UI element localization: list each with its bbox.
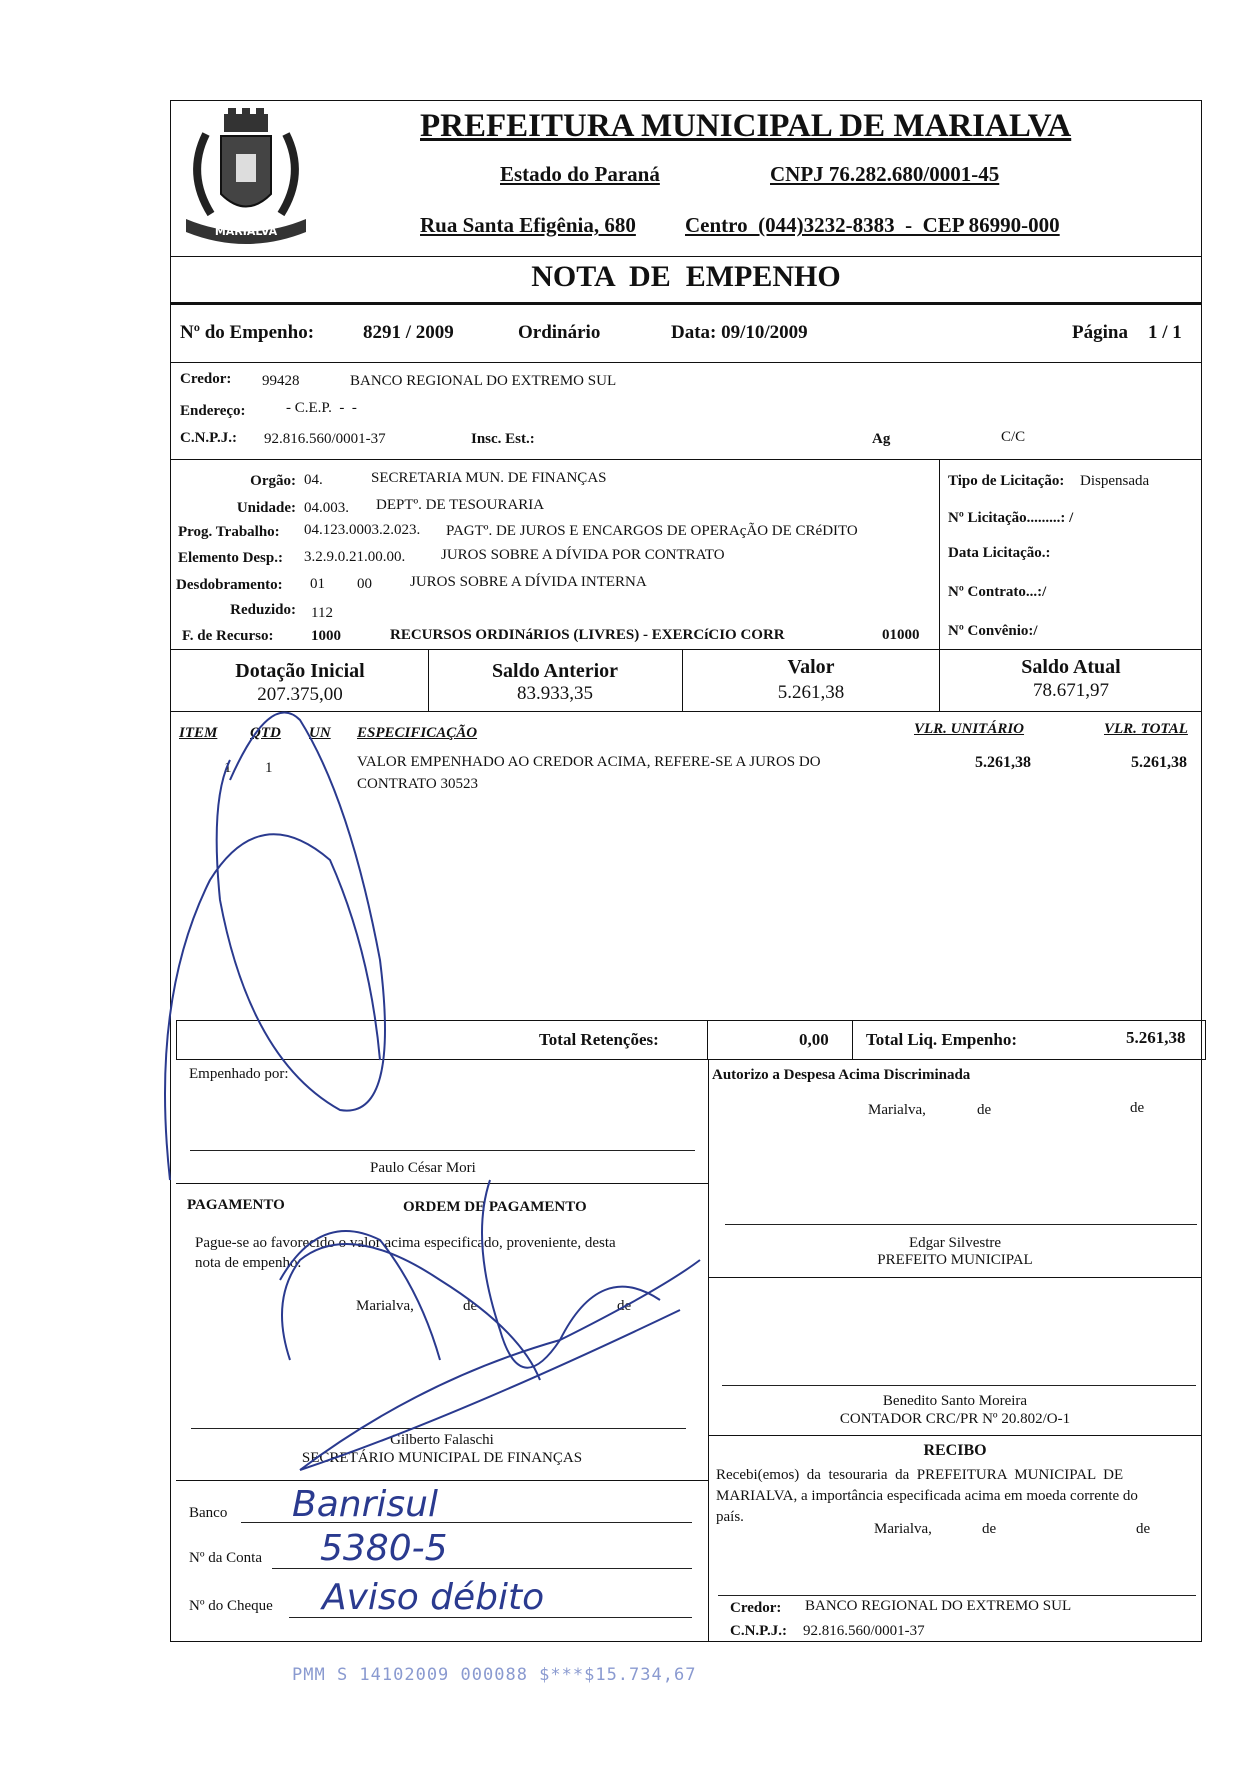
dotacao-inicial-value: 207.375,00 (257, 684, 343, 705)
row-qtd: 1 (265, 760, 273, 776)
elemento-code: 3.2.9.0.21.00.00. (304, 549, 406, 565)
liq-value: 5.261,38 (1126, 1028, 1186, 1047)
pagamento-de1: de (463, 1298, 478, 1314)
empenho-date: Data: 09/10/2009 (671, 322, 808, 343)
dotacao-inicial-label: Dotação Inicial (235, 660, 365, 682)
licitacao-convenio: Nº Convênio:/ (948, 623, 1038, 639)
pagamento-label: PAGAMENTO (187, 1197, 285, 1213)
page-number: 1 / 1 (1148, 322, 1182, 343)
orgao-code: 04. (304, 472, 323, 488)
autorizo-de2: de (1130, 1100, 1145, 1116)
recibo-cnpj-value: 92.816.560/0001-37 (803, 1623, 925, 1639)
row-unit-value: 5.261,38 (975, 754, 1031, 771)
header-un: UN (309, 725, 331, 741)
cc-label: C/C (1001, 429, 1026, 445)
valor-label: Valor (787, 656, 835, 678)
credor-name: BANCO REGIONAL DO EXTREMO SUL (350, 373, 617, 389)
secretario-name: Gilberto Falaschi (390, 1432, 494, 1448)
reduzido-value: 112 (311, 605, 333, 621)
saldo-atual-label: Saldo Atual (1021, 656, 1121, 678)
header-address-rest: Centro (044)3232-8383 - CEP 86990-000 (685, 213, 1060, 237)
unidade-name: DEPTº. DE TESOURARIA (376, 497, 545, 513)
recibo-credor-label: Credor: (730, 1600, 782, 1616)
liq-label: Total Liq. Empenho: (866, 1030, 1017, 1049)
recibo-text1: Recebi(emos) da tesouraria da PREFEITURA MUNICIPAL DE (716, 1467, 1124, 1483)
cnpj-label: C.N.P.J.: (180, 430, 237, 446)
insc-label: Insc. Est.: (471, 431, 535, 447)
ag-label: Ag (872, 431, 891, 447)
prog-label: Prog. Trabalho: (178, 524, 280, 540)
conta-label: Nº da Conta (189, 1550, 262, 1566)
cashier-stamp: PMM S 14102009 000088 $***$15.734,67 (292, 1665, 697, 1685)
pagamento-text2: nota de empenho. (195, 1255, 302, 1271)
prog-name: PAGTº. DE JUROS E ENCARGOS DE OPERAçÃO DE CRéDITO (446, 523, 858, 539)
retencoes-value: 0,00 (799, 1030, 829, 1049)
prefeito-name: Edgar Silvestre (908, 1235, 1002, 1251)
licitacao-tipo-label: Tipo de Licitação: (948, 473, 1065, 489)
empenhado-name: Paulo César Mori (370, 1160, 476, 1176)
endereco-label: Endereço: (180, 403, 246, 419)
recibo-cnpj-label: C.N.P.J.: (730, 1623, 787, 1639)
prog-code: 04.123.0003.2.023. (304, 522, 421, 538)
cheque-label: Nº do Cheque (189, 1598, 273, 1614)
recibo-city: Marialva, (874, 1521, 932, 1537)
desdobramento-code1: 01 (310, 576, 325, 592)
fonte-code2: 01000 (882, 627, 920, 643)
conta-handwritten: 5380-5 (320, 1528, 448, 1569)
pagamento-de2: de (617, 1298, 632, 1314)
document-title: NOTA DE EMPENHO (531, 260, 841, 293)
licitacao-num: Nº Licitação.........: / (948, 510, 1074, 526)
row-spec-line2: CONTRATO 30523 (357, 776, 478, 792)
banco-handwritten: Banrisul (292, 1484, 438, 1525)
recibo-title: RECIBO (923, 1442, 987, 1459)
header-item: ITEM (179, 725, 218, 741)
header-qtd: QTD (250, 725, 281, 741)
cnpj-value: 92.816.560/0001-37 (264, 431, 386, 447)
desdobramento-code2: 00 (357, 576, 372, 592)
header-spec: ESPECIFICAÇÃO (357, 725, 478, 741)
page-label: Página (1072, 322, 1128, 343)
header-state: Estado do Paraná (500, 162, 660, 186)
elemento-name: JUROS SOBRE A DÍVIDA POR CONTRATO (441, 547, 725, 563)
orgao-name: SECRETARIA MUN. DE FINANÇAS (371, 470, 607, 486)
empenho-type: Ordinário (518, 322, 601, 343)
elemento-label: Elemento Desp.: (178, 550, 283, 566)
unidade-label: Unidade: (236, 500, 296, 516)
header-unit-value: VLR. UNITÁRIO (914, 721, 1025, 737)
desdobramento-name: JUROS SOBRE A DÍVIDA INTERNA (410, 574, 647, 590)
empenhado-label: Empenhado por: (189, 1066, 289, 1082)
row-total-value: 5.261,38 (1131, 754, 1187, 771)
saldo-anterior-label: Saldo Anterior (491, 660, 619, 682)
recibo-credor-value: BANCO REGIONAL DO EXTREMO SUL (805, 1598, 1072, 1614)
saldo-anterior-value: 83.933,35 (517, 683, 593, 704)
saldo-atual-value: 78.671,97 (1033, 680, 1109, 701)
header-address: Rua Santa Efigênia, 680 (420, 213, 636, 237)
contador-role: CONTADOR CRC/PR Nº 20.802/O-1 (839, 1411, 1071, 1427)
svg-text:MARIALVA: MARIALVA (214, 225, 278, 238)
autorizo-de1: de (977, 1102, 992, 1118)
recibo-text3: país. (716, 1509, 744, 1525)
orgao-label: Orgão: (250, 473, 296, 489)
licitacao-data: Data Licitação.: (948, 545, 1051, 561)
ordem-pagamento-label: ORDEM DE PAGAMENTO (403, 1199, 587, 1215)
autorizo-city: Marialva, (868, 1102, 926, 1118)
secretario-role: SECRETÁRIO MUNICIPAL DE FINANÇAS (301, 1450, 583, 1466)
banco-label: Banco (189, 1505, 228, 1521)
row-item: 1 (224, 760, 232, 776)
page-title: PREFEITURA MUNICIPAL DE MARIALVA (420, 108, 1072, 144)
empenho-number: 8291 / 2009 (363, 322, 454, 343)
prefeito-role: PREFEITO MUNICIPAL (877, 1252, 1033, 1268)
credor-code: 99428 (262, 373, 300, 389)
fonte-name: RECURSOS ORDINáRIOS (LIVRES) - EXERCíCIO CORR (390, 627, 785, 643)
unidade-code: 04.003. (304, 500, 349, 516)
endereco-value: - C.E.P. - - (286, 400, 357, 416)
header-cnpj: CNPJ 76.282.680/0001-45 (770, 162, 1000, 186)
recibo-de1: de (982, 1521, 997, 1537)
contador-name: Benedito Santo Moreira (882, 1393, 1028, 1409)
header-total-value: VLR. TOTAL (1104, 721, 1188, 737)
cheque-handwritten: Aviso débito (322, 1577, 545, 1618)
licitacao-contrato: Nº Contrato...:/ (948, 584, 1047, 600)
licitacao-tipo-value: Dispensada (1080, 473, 1150, 489)
row-spec-line1: VALOR EMPENHADO AO CREDOR ACIMA, REFERE-SE A JUROS DO (357, 754, 821, 770)
empenho-label: Nº do Empenho: (180, 322, 315, 343)
desdobramento-label: Desdobramento: (176, 577, 283, 593)
valor-value: 5.261,38 (777, 682, 845, 703)
fonte-code: 1000 (311, 628, 341, 644)
credor-label: Credor: (180, 371, 232, 387)
fonte-label: F. de Recurso: (182, 628, 274, 644)
pagamento-city: Marialva, (356, 1298, 414, 1314)
autorizo-label: Autorizo a Despesa Acima Discriminada (712, 1067, 971, 1083)
recibo-de2: de (1136, 1521, 1151, 1537)
retencoes-label: Total Retenções: (539, 1030, 659, 1049)
pagamento-text1: Pague-se ao favorecido o valor acima especificado, proveniente, desta (195, 1235, 616, 1251)
recibo-text2: MARIALVA, a importância especificada acima em moeda corrente do (716, 1488, 1138, 1504)
reduzido-label: Reduzido: (230, 602, 296, 618)
